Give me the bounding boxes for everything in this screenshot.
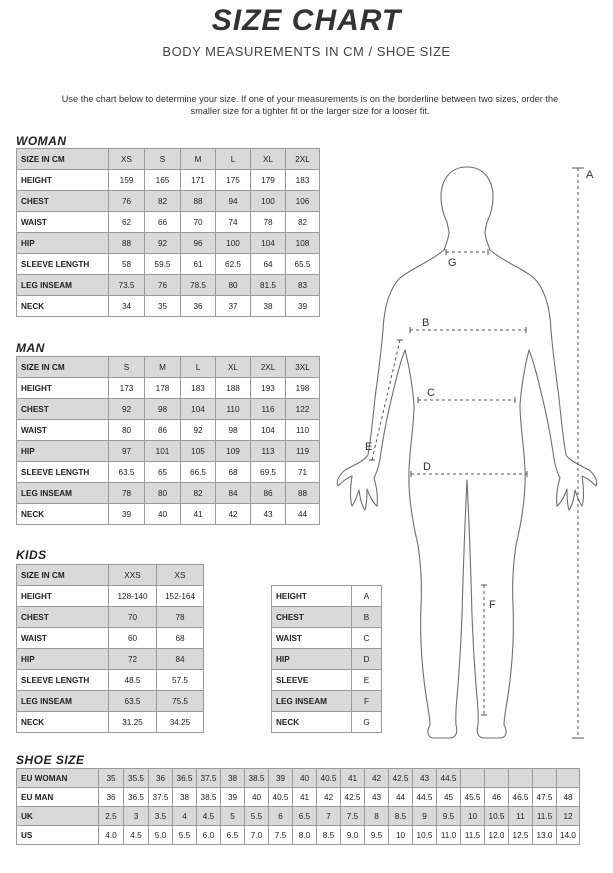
measurement-label: NECK — [17, 504, 109, 525]
shoe-size-value: 11.5 — [533, 807, 557, 826]
shoe-size-value: 12.0 — [485, 826, 509, 845]
measurement-value: 65 — [145, 462, 181, 483]
shoe-size-value: 42 — [365, 769, 389, 788]
measurement-value: 38 — [251, 296, 286, 317]
measurement-label: HIP — [17, 441, 109, 462]
shoe-size-value: 6.0 — [197, 826, 221, 845]
size-column-header: XL — [216, 357, 251, 378]
measurement-value: 63.5 — [109, 462, 145, 483]
legend-measurement-name: NECK — [272, 712, 352, 733]
figure-label-f: F — [489, 599, 496, 611]
shoe-size-value: 11.0 — [437, 826, 461, 845]
shoe-size-value: 40 — [293, 769, 317, 788]
measurement-value: 76 — [145, 275, 181, 296]
figure-label-c: C — [427, 387, 435, 399]
shoe-size-value: 47.5 — [533, 788, 557, 807]
measurement-label: HIP — [17, 233, 109, 254]
woman-section-title: WOMAN — [16, 134, 67, 148]
shoe-size-value: 5 — [221, 807, 245, 826]
measurement-label: WAIST — [17, 212, 109, 233]
measurement-value: 58 — [109, 254, 145, 275]
measurement-value: 105 — [181, 441, 216, 462]
shoe-system-label: US — [17, 826, 99, 845]
shoe-size-value: 36 — [99, 788, 124, 807]
measurement-label: SLEEVE LENGTH — [17, 462, 109, 483]
legend-letter: C — [352, 628, 382, 649]
measurement-value: 74 — [216, 212, 251, 233]
measurement-value: 171 — [181, 170, 216, 191]
shoe-size-value — [461, 769, 485, 788]
shoe-size-value: 14.0 — [557, 826, 580, 845]
legend-letter: B — [352, 607, 382, 628]
measurement-label: WAIST — [17, 420, 109, 441]
shoe-size-value — [533, 769, 557, 788]
measurement-label: HEIGHT — [17, 378, 109, 399]
measurement-value: 109 — [216, 441, 251, 462]
measurement-value: 100 — [251, 191, 286, 212]
shoe-size-value: 12.5 — [509, 826, 533, 845]
measurement-value: 35 — [145, 296, 181, 317]
shoe-size-value: 37.5 — [197, 769, 221, 788]
man-section-title: MAN — [16, 341, 45, 355]
shoe-size-value: 13.0 — [533, 826, 557, 845]
measurement-value: 63.5 — [109, 691, 157, 712]
measurement-value: 75.5 — [157, 691, 204, 712]
shoe-size-value: 36.5 — [124, 788, 149, 807]
table-row — [17, 628, 204, 649]
shoe-size-value: 8.0 — [293, 826, 317, 845]
measurement-value: 193 — [251, 378, 286, 399]
shoe-section-title: SHOE SIZE — [16, 753, 85, 767]
measurement-value: 31.25 — [109, 712, 157, 733]
legend-letter: A — [352, 586, 382, 607]
measurement-value: 96 — [181, 233, 216, 254]
shoe-size-value: 45 — [437, 788, 461, 807]
figure-label-b: B — [422, 317, 430, 329]
figure-label-g: G — [448, 257, 457, 269]
measurement-value: 165 — [145, 170, 181, 191]
size-column-header: M — [145, 357, 181, 378]
shoe-size-value: 4.0 — [99, 826, 124, 845]
table-row — [17, 504, 320, 525]
shoe-size-table — [16, 768, 580, 845]
shoe-size-value: 40.5 — [269, 788, 293, 807]
table-row — [17, 670, 204, 691]
column-header-label: SIZE IN CM — [17, 149, 109, 170]
shoe-size-value: 39 — [269, 769, 293, 788]
shoe-size-value: 42 — [317, 788, 341, 807]
shoe-size-value: 8.5 — [389, 807, 413, 826]
shoe-size-value: 44 — [389, 788, 413, 807]
shoe-size-value: 48 — [557, 788, 580, 807]
shoe-size-value: 41 — [341, 769, 365, 788]
figure-label-a: A — [586, 169, 594, 181]
shoe-size-value: 7 — [317, 807, 341, 826]
table-header-row — [17, 565, 204, 586]
shoe-size-value — [485, 769, 509, 788]
size-column-header: L — [216, 149, 251, 170]
measurement-value: 57.5 — [157, 670, 204, 691]
column-header-label: SIZE IN CM — [17, 357, 109, 378]
measurement-label: SLEEVE LENGTH — [17, 670, 109, 691]
shoe-size-value: 39 — [221, 788, 245, 807]
shoe-size-value: 42.5 — [389, 769, 413, 788]
measurement-value: 84 — [157, 649, 204, 670]
shoe-row — [17, 807, 580, 826]
measurement-value: 100 — [216, 233, 251, 254]
legend-letter: E — [352, 670, 382, 691]
shoe-system-label: UK — [17, 807, 99, 826]
legend-measurement-name: SLEEVE — [272, 670, 352, 691]
measurement-value: 66 — [145, 212, 181, 233]
shoe-size-value: 3 — [124, 807, 149, 826]
table-row — [17, 191, 320, 212]
measure-line-sleeve — [372, 340, 400, 460]
table-row — [17, 462, 320, 483]
man-size-table — [16, 356, 320, 525]
kids-section-title: KIDS — [16, 548, 47, 562]
measurement-value: 78 — [251, 212, 286, 233]
measurement-label: NECK — [17, 712, 109, 733]
size-column-header: 3XL — [286, 357, 320, 378]
measurement-value: 86 — [251, 483, 286, 504]
shoe-size-value: 5.5 — [173, 826, 197, 845]
size-column-header: XL — [251, 149, 286, 170]
measurement-value: 183 — [286, 170, 320, 191]
measurement-value: 106 — [286, 191, 320, 212]
shoe-size-value: 4.5 — [124, 826, 149, 845]
table-row — [17, 233, 320, 254]
shoe-size-value: 38.5 — [245, 769, 269, 788]
shoe-size-value: 7.0 — [245, 826, 269, 845]
shoe-size-value: 41 — [293, 788, 317, 807]
measurement-value: 64 — [251, 254, 286, 275]
shoe-size-value: 46.5 — [509, 788, 533, 807]
measurement-value: 76 — [109, 191, 145, 212]
measurement-value: 179 — [251, 170, 286, 191]
shoe-size-value — [557, 769, 580, 788]
measurement-value: 36 — [181, 296, 216, 317]
measurement-value: 81.5 — [251, 275, 286, 296]
measurement-label: LEG INSEAM — [17, 275, 109, 296]
measurement-value: 175 — [216, 170, 251, 191]
measurement-value: 78 — [109, 483, 145, 504]
measurement-value: 34 — [109, 296, 145, 317]
measurement-value: 122 — [286, 399, 320, 420]
table-row — [17, 212, 320, 233]
shoe-size-value: 4 — [173, 807, 197, 826]
shoe-row — [17, 788, 580, 807]
kids-size-table — [16, 564, 204, 733]
measurement-value: 119 — [286, 441, 320, 462]
shoe-size-value: 44.5 — [437, 769, 461, 788]
table-row — [17, 607, 204, 628]
measurement-value: 104 — [251, 233, 286, 254]
table-row — [17, 254, 320, 275]
table-row — [17, 441, 320, 462]
shoe-size-value: 5.5 — [245, 807, 269, 826]
shoe-size-value: 4.5 — [197, 807, 221, 826]
table-row — [17, 170, 320, 191]
measurement-value: 70 — [181, 212, 216, 233]
shoe-size-value: 37.5 — [149, 788, 173, 807]
body-measurement-figure — [330, 158, 613, 748]
shoe-size-value: 5.0 — [149, 826, 173, 845]
measurement-value: 110 — [286, 420, 320, 441]
size-column-header: XS — [157, 565, 204, 586]
measurement-value: 173 — [109, 378, 145, 399]
shoe-size-value: 38 — [173, 788, 197, 807]
table-row — [17, 275, 320, 296]
measurement-value: 83 — [286, 275, 320, 296]
measurement-value: 65.5 — [286, 254, 320, 275]
measurement-value: 178 — [145, 378, 181, 399]
measurement-label: CHEST — [17, 607, 109, 628]
shoe-size-value: 6 — [269, 807, 293, 826]
measurement-value: 128-140 — [109, 586, 157, 607]
measurement-value: 198 — [286, 378, 320, 399]
shoe-size-value: 36 — [149, 769, 173, 788]
table-row — [17, 483, 320, 504]
figure-right-arm — [490, 250, 597, 510]
measurement-value: 92 — [145, 233, 181, 254]
measurement-value: 78 — [157, 607, 204, 628]
measurement-value: 39 — [109, 504, 145, 525]
shoe-size-value: 46 — [485, 788, 509, 807]
table-header-row — [17, 149, 320, 170]
shoe-size-value: 12 — [557, 807, 580, 826]
shoe-size-value: 35 — [99, 769, 124, 788]
figure-torso — [405, 350, 467, 738]
legend-measurement-name: WAIST — [272, 628, 352, 649]
legend-letter: G — [352, 712, 382, 733]
size-column-header: XS — [109, 149, 145, 170]
measurement-value: 82 — [286, 212, 320, 233]
woman-size-table — [16, 148, 320, 317]
measurement-value: 188 — [216, 378, 251, 399]
table-row — [17, 649, 204, 670]
measurement-value: 40 — [145, 504, 181, 525]
measurement-label: HEIGHT — [17, 586, 109, 607]
shoe-size-value: 6.5 — [293, 807, 317, 826]
shoe-size-value: 36.5 — [173, 769, 197, 788]
measurement-value: 98 — [145, 399, 181, 420]
shoe-size-value: 8.5 — [317, 826, 341, 845]
shoe-size-value: 9.0 — [341, 826, 365, 845]
measurement-value: 97 — [109, 441, 145, 462]
legend-letter: D — [352, 649, 382, 670]
measurement-label: SLEEVE LENGTH — [17, 254, 109, 275]
shoe-size-value: 10 — [461, 807, 485, 826]
shoe-size-value: 3.5 — [149, 807, 173, 826]
measurement-label: HIP — [17, 649, 109, 670]
measurement-value: 59.5 — [145, 254, 181, 275]
measurement-value: 34.25 — [157, 712, 204, 733]
measurement-value: 42 — [216, 504, 251, 525]
table-row — [17, 586, 204, 607]
measurement-value: 88 — [286, 483, 320, 504]
shoe-size-value: 9.5 — [365, 826, 389, 845]
shoe-size-value: 11.5 — [461, 826, 485, 845]
measurement-value: 113 — [251, 441, 286, 462]
table-row — [17, 399, 320, 420]
shoe-size-value: 45.5 — [461, 788, 485, 807]
shoe-size-value: 35.5 — [124, 769, 149, 788]
shoe-size-value: 10.5 — [485, 807, 509, 826]
size-column-header: L — [181, 357, 216, 378]
shoe-size-value: 9 — [413, 807, 437, 826]
shoe-size-value: 38.5 — [197, 788, 221, 807]
table-row — [17, 296, 320, 317]
shoe-row — [17, 826, 580, 845]
measurement-value: 88 — [109, 233, 145, 254]
measurement-value: 82 — [181, 483, 216, 504]
measurement-value: 61 — [181, 254, 216, 275]
measurement-value: 80 — [109, 420, 145, 441]
shoe-size-value: 7.5 — [341, 807, 365, 826]
figure-head — [441, 167, 467, 250]
legend-measurement-name: CHEST — [272, 607, 352, 628]
measurement-label: CHEST — [17, 191, 109, 212]
measurement-value: 98 — [216, 420, 251, 441]
measurement-value: 94 — [216, 191, 251, 212]
measurement-value: 37 — [216, 296, 251, 317]
measurement-value: 80 — [145, 483, 181, 504]
measurement-value: 73.5 — [109, 275, 145, 296]
page-title: SIZE CHART — [211, 4, 402, 37]
measurement-value: 92 — [181, 420, 216, 441]
legend-measurement-name: HIP — [272, 649, 352, 670]
measurement-value: 152-164 — [157, 586, 204, 607]
measurement-value: 92 — [109, 399, 145, 420]
size-column-header: M — [181, 149, 216, 170]
measurement-value: 110 — [216, 399, 251, 420]
measurement-value: 108 — [286, 233, 320, 254]
size-column-header: 2XL — [286, 149, 320, 170]
shoe-size-value: 43 — [365, 788, 389, 807]
shoe-size-value: 44.5 — [413, 788, 437, 807]
table-header-row — [17, 357, 320, 378]
measurement-value: 60 — [109, 628, 157, 649]
measurement-value: 62 — [109, 212, 145, 233]
measurement-label: HEIGHT — [17, 170, 109, 191]
measurement-value: 48.5 — [109, 670, 157, 691]
measurement-value: 71 — [286, 462, 320, 483]
size-column-header: 2XL — [251, 357, 286, 378]
shoe-size-value: 8 — [365, 807, 389, 826]
table-row — [17, 691, 204, 712]
measurement-value: 116 — [251, 399, 286, 420]
table-row — [17, 712, 204, 733]
measurement-value: 183 — [181, 378, 216, 399]
shoe-size-value: 7.5 — [269, 826, 293, 845]
shoe-size-value: 2.5 — [99, 807, 124, 826]
measurement-value: 39 — [286, 296, 320, 317]
measurement-value: 68 — [157, 628, 204, 649]
size-column-header: S — [109, 357, 145, 378]
measurement-value: 43 — [251, 504, 286, 525]
shoe-size-value: 40.5 — [317, 769, 341, 788]
measurement-label: LEG INSEAM — [17, 691, 109, 712]
measurement-label: CHEST — [17, 399, 109, 420]
measurement-value: 41 — [181, 504, 216, 525]
measurement-label: LEG INSEAM — [17, 483, 109, 504]
figure-label-d: D — [423, 461, 431, 473]
shoe-system-label: EU WOMAN — [17, 769, 99, 788]
measurement-value: 159 — [109, 170, 145, 191]
measurement-value: 101 — [145, 441, 181, 462]
table-row — [17, 378, 320, 399]
measurement-value: 66.5 — [181, 462, 216, 483]
legend-measurement-name: HEIGHT — [272, 586, 352, 607]
measurement-value: 70 — [109, 607, 157, 628]
measurement-value: 72 — [109, 649, 157, 670]
table-row — [17, 420, 320, 441]
legend-letter: F — [352, 691, 382, 712]
measurement-value: 80 — [216, 275, 251, 296]
column-header-label: SIZE IN CM — [17, 565, 109, 586]
measurement-value: 86 — [145, 420, 181, 441]
shoe-size-value: 9.5 — [437, 807, 461, 826]
measurement-value: 84 — [216, 483, 251, 504]
shoe-size-value — [509, 769, 533, 788]
intro-text: Use the chart below to determine your size. If one of your measurements is on the borderline between two sizes, order the smaller size for a tighter fit or the larger size for a looser fit. — [61, 94, 559, 116]
page-subtitle: BODY MEASUREMENTS IN CM / SHOE SIZE — [162, 44, 451, 59]
shoe-size-value: 11 — [509, 807, 533, 826]
measurement-value: 88 — [181, 191, 216, 212]
size-column-header: XXS — [109, 565, 157, 586]
shoe-system-label: EU MAN — [17, 788, 99, 807]
shoe-size-value: 38 — [221, 769, 245, 788]
shoe-size-value: 10.5 — [413, 826, 437, 845]
measurement-value: 69.5 — [251, 462, 286, 483]
measurement-value: 104 — [251, 420, 286, 441]
measurement-value: 82 — [145, 191, 181, 212]
shoe-size-value: 43 — [413, 769, 437, 788]
legend-measurement-name: LEG INSEAM — [272, 691, 352, 712]
measurement-value: 68 — [216, 462, 251, 483]
measurement-value: 62.5 — [216, 254, 251, 275]
size-column-header: S — [145, 149, 181, 170]
measurement-value: 44 — [286, 504, 320, 525]
shoe-row — [17, 769, 580, 788]
figure-label-e: E — [365, 441, 373, 453]
shoe-size-value: 10 — [389, 826, 413, 845]
shoe-size-value: 40 — [245, 788, 269, 807]
shoe-size-value: 42.5 — [341, 788, 365, 807]
shoe-size-value: 6.5 — [221, 826, 245, 845]
measurement-label: WAIST — [17, 628, 109, 649]
measurement-value: 78.5 — [181, 275, 216, 296]
measurement-value: 104 — [181, 399, 216, 420]
measurement-label: NECK — [17, 296, 109, 317]
